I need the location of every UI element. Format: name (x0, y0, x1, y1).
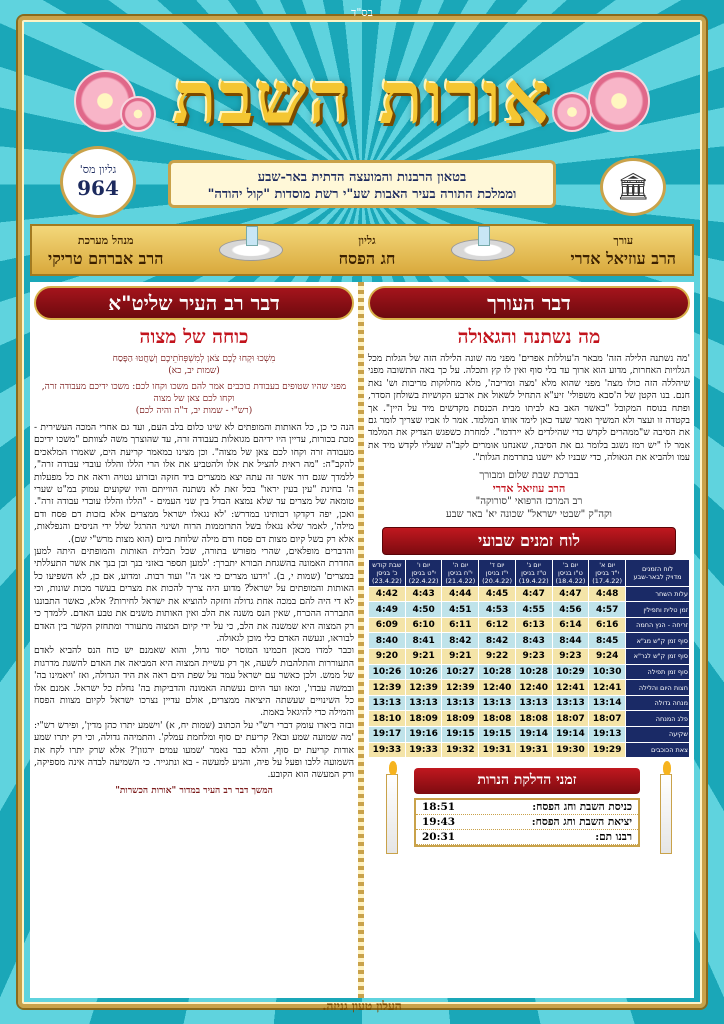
zmanim-corner-header: לוח הזמנים מדויק לבאר-שבע (626, 559, 690, 586)
candle-icon (660, 774, 672, 854)
zmanim-time-cell: 8:42 (479, 633, 516, 649)
zmanim-time-cell: 18:09 (405, 711, 442, 727)
zmanim-row (369, 711, 690, 727)
zmanim-time-cell: 6:16 (589, 617, 626, 633)
zmanim-time-cell: 6:10 (405, 617, 442, 633)
zmanim-row-label: עלות השחר (626, 586, 690, 602)
zmanim-header-row (369, 559, 690, 586)
zmanim-time-cell: 8:44 (552, 633, 589, 649)
zmanim-time-cell: 19:32 (442, 742, 479, 758)
zmanim-time-cell: 13:13 (479, 695, 516, 711)
zmanim-row-label: פלג המנחה (626, 711, 690, 727)
zmanim-time-cell: 12:39 (442, 680, 479, 696)
editor-block (571, 232, 677, 268)
zmanim-time-cell: 10:26 (405, 664, 442, 680)
rabbi-article-part-3: וכבר למדו מכאן חכמינו המוסר יסוד גדול, והוא שאמנם יש כוח הנס להביא לאדם התעוררות והתלהבות לשעה, אך רק עשיית המצוה היא המביאה את האדם להשגת מדרגות של ממש. ולכן כאשר עם ישראל עמד על שפת הים ראה את היד הגדולה, ואז 'ויאמינו בה' ובמשה עבדו', ומאז ועד היום נעשתה האמונה והדביקות בה' נחלת כל ישראל. אמנם אלו כל השינויים שעשתה היציאה ממצרים, אולם עדיין נצרכו ישראל לקיום מצוות הפסח והמילה כדי להיגאל באמת. (34, 645, 354, 719)
issue-badge (60, 146, 136, 218)
rabbi-article-part-2: והדברים מופלאים, שהרי מפורש בתורה, שכל תכלית האותות והמופתים היתה למען החדרת האמונה בהשגחת הבורא יתברך: 'למען תספר באזני בנך ובן בנך את אשר התעללתי במצרים' (שמות י, ב). 'וידעו מצרים כי אני ה'' ועוד רבות. ומדוע, אם כן, לא השפיעו כל האותות והמופתים על ישראל? מדוע היה צריך להכות את מצרים בעשר מכות שונות, וכי לא די היה להם במכה אחת גדולה וחזקה להוציא את ישראל לחירות? אלא, כאשר התבוננו התבררה ההכרח, שאין הנס משנה את הלב ואין האותות משנים את טבע האדם. ללמדך כי רק המצוה היא שמשנה את הלב, כי על ידי קיום המצוה מתעורר ומתחזק הקשר בין האדם לבוראו, ונעשה האדם כלי מוכן לגאולה. (34, 546, 354, 644)
signer-title-1: רב המרכז הרפואי "סורוקה" (475, 495, 583, 507)
zmanim-time-cell: 4:42 (369, 586, 406, 602)
zmanim-time-cell: 19:13 (589, 727, 626, 743)
zmanim-time-cell: 8:42 (442, 633, 479, 649)
zmanim-row (369, 633, 690, 649)
editor-signature (368, 469, 690, 521)
zmanim-time-cell: 18:07 (589, 711, 626, 727)
editor-article-body: 'מה נשתנה הלילה הזה' מבאר ה'עוללות אפרים' מפני מה שונה הלילה הזה של הגלות מכל הגלויות האחרות, מדוע הוא ארוך עד בלי סוף ואין לו קץ ותכלה. על כך באה התשובה מפני שיהללה הזה כולו מצה' מפני שהוא מלא 'מצה ומריבה', מלא מחלוקות מריבות וש' נאת חנם. בנו הקטן של ה'סבא משפולי' זיע"א התחיל לשאול את ארבע הקושיות בשולחן הסדר, ופתח בנוסח המקובל "כאשר האב בא לביתו מבית הכנסת מקדשים מיד על היין". אך בקטדה זו ועצר ולא המשיך ואמר שעד כאן לימד אותו המלמד. אמר לו אביו שצריך לומר גם את הסיבה ש"ממהרים לקדש כדי שהילדים לא יירדמו". למחרת כשפגש הצדיק את המלמד אמר לו "יש רמז נשגב בלומר גם את הסיבה, שאנחנו אומרים לקב"ה שעליו לקדש מיד את עמו ולהביא את הגאולה, כדי שבניו לא יישנו בתרדמת הגלות". (368, 353, 690, 464)
parasha-name: חג הפסח (338, 249, 396, 268)
candle-time-value: 19:43 (422, 816, 456, 829)
zmanim-title: לוח זמנים שבועי (382, 527, 676, 555)
candle-time-value: 18:51 (422, 801, 456, 814)
zmanim-time-cell: 8:40 (369, 633, 406, 649)
zmanim-table (368, 559, 690, 759)
zmanim-time-cell: 13:13 (515, 695, 552, 711)
zmanim-time-cell: 13:13 (442, 695, 479, 711)
zmanim-row-label: סוף זמן ק"ש מג"א (626, 633, 690, 649)
zmanim-row-label: זריחה - הנץ החמה (626, 617, 690, 633)
candle-icon (386, 774, 398, 854)
zmanim-day-header: יום ד' י"ז בניסן (20.4.22) (479, 559, 516, 586)
zmanim-time-cell: 18:10 (369, 711, 406, 727)
candle-time-label: יציאת השבת וחג הפסח: (531, 816, 632, 829)
zmanim-time-cell: 18:07 (552, 711, 589, 727)
rabbi-article-part-1: הנה כי כן, כל האותות והמופתים לא שינו כלום בלב העם, ועד גם אחרי המכה העשירית - מכת בכורות, עדיין היו ידיהם מגואלות בעבודה זרה, עד שהוצרך משה לצוותם "משכו ידיכם מעבודה זרה וקחו לכם צאן של מצוה". וכן מצינו במאמר קריעת הים, שאמרו המלאכים להקב"ה: "מה ראית להציל את אלו ולהטביע את אלו הרי הללו והללו עובדי עבודה זרה", ללמדך שגם דור אשר זה עתה יצא ממצרים ביד חזקה ובזרוע נטויה וראה את כל מפעלות ה' בחינת "עין בעין יראו" בכל זאת לא נשתנה הווייתם והיו שקועים עמוק במ"ט שערי טומאה של מצרים עד שלא נמצא הבדל בין שני העמים - "הללו והללו עובדי עבודה זרה". ואכן, יפה דקדקו רבותינו במדרש: 'לא נגאלו ישראל ממצרים אלא בזכות דם פסח ודם מילה', לאמר שלא נגאלו בשל התרוממות הרוח ושינוי ההרגל שלל ידי הניסים והנפלאות, אלא רק בשל קיום מצות דם פסח ודם מילה שלוחת ביום (הוא מצות מרש"י שם). (34, 422, 354, 545)
zmanim-time-cell: 4:47 (552, 586, 589, 602)
issue-label: גליון מס' (79, 163, 117, 176)
zmanim-time-cell: 19:31 (479, 742, 516, 758)
zmanim-time-cell: 12:41 (589, 680, 626, 696)
zmanim-time-cell: 6:12 (479, 617, 516, 633)
zmanim-row (369, 617, 690, 633)
zmanim-time-cell: 19:14 (552, 727, 589, 743)
rabbi-headline: כוחה של מצוה (139, 326, 249, 348)
zmanim-row (369, 695, 690, 711)
zmanim-row (369, 742, 690, 758)
zmanim-time-cell: 9:24 (589, 649, 626, 665)
zmanim-row-label: צאת הכוכבים (626, 742, 690, 758)
zmanim-day-header: שבת קודש כ' בניסן (23.4.22) (369, 559, 406, 586)
zmanim-time-cell: 12:39 (405, 680, 442, 696)
zmanim-day-header: יום ה' י"ח בניסן (21.4.22) (442, 559, 479, 586)
zmanim-time-cell: 10:28 (479, 664, 516, 680)
editor-headline: מה נשתנה והגאולה (457, 326, 601, 348)
zmanim-day-header: יום א' י"ד בניסן (17.4.22) (589, 559, 626, 586)
zmanim-time-cell: 6:11 (442, 617, 479, 633)
zmanim-time-cell: 12:41 (552, 680, 589, 696)
zmanim-time-cell: 8:43 (515, 633, 552, 649)
zmanim-time-cell: 4:53 (479, 602, 516, 618)
manager-name: הרב אברהם טריקי (48, 249, 164, 268)
zmanim-time-cell: 9:21 (442, 649, 479, 665)
subtitle-banner (168, 160, 556, 208)
zmanim-time-cell: 4:56 (552, 602, 589, 618)
rabbi-article-part-4: ובזה ביארו עומק דברי רש"י על הכתוב (שמות יח, א) 'וישמע יתרו כהן מדין', ופירש רש"י: 'מה שמועה שמע ובא? קריעת ים סוף ומלחמת עמלק'. והתמיהה גדולה, וכי רק יתרו שמע אודות קריעת ים סוף, והלא כבר נאמר 'שמעו עמים ירגזון'? אלא שרק יתרו לקח את השמועה ללבו ופעל על פיה, והגיע למעשה - בא ונתגייר. כי השמיעה לבדה אינה מספיקה, ורק המעשה הוא הקובע. (34, 719, 354, 781)
zmanim-time-cell: 10:26 (369, 664, 406, 680)
manager-label: מנהל מערכת (77, 234, 134, 247)
issue-number: 964 (77, 176, 119, 200)
seder-plate-icon (451, 239, 515, 261)
footer-note: העלון טעון גניזה. (322, 999, 402, 1013)
zmanim-time-cell: 13:13 (369, 695, 406, 711)
zmanim-row-label: סוף זמן ק"ש לגר"א (626, 649, 690, 665)
blessing-text: בברכת שבת שלום ומבורך (479, 469, 579, 481)
zmanim-time-cell: 4:50 (405, 602, 442, 618)
rabbi-column (34, 286, 354, 994)
rashi-reference: (רש"י - שמות יב, ד"ה והיה לכם) (135, 406, 253, 416)
zmanim-row (369, 664, 690, 680)
verse-reference: (שמות יב, כא) (168, 366, 220, 376)
zmanim-time-cell: 19:16 (405, 727, 442, 743)
zmanim-row (369, 586, 690, 602)
zmanim-time-cell: 19:33 (369, 742, 406, 758)
rabbi-section-title: דבר רב העיר שליט"א (34, 286, 354, 320)
candle-time-value: 20:31 (422, 831, 456, 844)
zmanim-time-cell: 6:13 (515, 617, 552, 633)
zmanim-body (369, 586, 690, 758)
zmanim-time-cell: 13:13 (552, 695, 589, 711)
candle-time-label: כניסת השבת וחג הפסח: (532, 801, 632, 814)
signer-title-2: וקה"ק "שבטי ישראל" שכונה יא' באר שבע (446, 508, 612, 520)
zmanim-time-cell: 4:55 (515, 602, 552, 618)
zmanim-time-cell: 4:48 (589, 586, 626, 602)
zmanim-time-cell: 9:23 (515, 649, 552, 665)
zmanim-time-cell: 4:44 (442, 586, 479, 602)
rashi-quote: מפני שהיו שטופים בעבודת כוכבים אמר להם משכו וקחו לכם: משכו ידיכם מעבודה זרה, וקחו לכם צאן של מצוה (41, 382, 347, 404)
seder-plate-icon (219, 239, 283, 261)
zmanim-time-cell: 19:30 (552, 742, 589, 758)
zmanim-time-cell: 19:17 (369, 727, 406, 743)
zmanim-time-cell: 4:47 (515, 586, 552, 602)
candle-title: זמני הדלקת הנרות (414, 768, 640, 794)
zmanim-row-label: סוף זמן תפילה (626, 664, 690, 680)
zmanim-time-cell: 19:29 (589, 742, 626, 758)
editor-column (368, 286, 690, 994)
zmanim-day-header: יום ב' ט"ו בניסן (18.4.22) (552, 559, 589, 586)
zmanim-row-label: חצות היום והלילה (626, 680, 690, 696)
institution-emblem-icon: 🏛 (600, 158, 666, 216)
editor-name: הרב עוזיאל אדרי (570, 249, 676, 268)
zmanim-row (369, 602, 690, 618)
newsletter-title: אורות השבת (172, 55, 552, 140)
subtitle-line-1: בטאון הרבנות והמועצה הדתית באר-שבע (257, 170, 467, 185)
bsd-mark: בס"ד (351, 6, 373, 19)
zmanim-time-cell: 10:29 (552, 664, 589, 680)
zmanim-time-cell: 4:51 (442, 602, 479, 618)
zmanim-time-cell: 9:22 (479, 649, 516, 665)
candle-time-row (416, 815, 638, 830)
signer-name: הרב עוזיאל אדרי (492, 481, 566, 495)
zmanim-time-cell: 4:57 (589, 602, 626, 618)
zmanim-row-label: זמן טלית ותפילין (626, 602, 690, 618)
zmanim-time-cell: 9:20 (369, 649, 406, 665)
zmanim-time-cell: 8:45 (589, 633, 626, 649)
candle-time-row (416, 830, 638, 845)
candle-lighting-section (374, 768, 684, 878)
info-bar (30, 224, 694, 276)
editor-label: עורך (613, 234, 634, 247)
zmanim-time-cell: 10:28 (515, 664, 552, 680)
manager-block (48, 232, 163, 268)
zmanim-row (369, 727, 690, 743)
zmanim-time-cell: 19:14 (515, 727, 552, 743)
zmanim-time-cell: 19:15 (479, 727, 516, 743)
zmanim-time-cell: 10:27 (442, 664, 479, 680)
zmanim-day-header: יום ג' ט"ז בניסן (19.4.22) (515, 559, 552, 586)
zmanim-time-cell: 8:41 (405, 633, 442, 649)
zmanim-row (369, 680, 690, 696)
zmanim-time-cell: 12:40 (479, 680, 516, 696)
zmanim-time-cell: 12:40 (515, 680, 552, 696)
candle-times-box (414, 798, 640, 847)
verse-text: מִשְׁכוּ וּקְחוּ לָכֶם צֹאן לְמִשְׁפְּחֹתֵיכֶם וְשַׁחֲטוּ הַפָּסַח (112, 354, 276, 364)
zmanim-time-cell: 9:21 (405, 649, 442, 665)
zmanim-time-cell: 18:08 (515, 711, 552, 727)
zmanim-time-cell: 19:33 (405, 742, 442, 758)
editor-section-title: דבר העורך (368, 286, 690, 320)
zmanim-time-cell: 12:39 (369, 680, 406, 696)
zmanim-time-cell: 19:15 (442, 727, 479, 743)
zmanim-time-cell: 19:31 (515, 742, 552, 758)
zmanim-row-label: מנחה גדולה (626, 695, 690, 711)
zmanim-time-cell: 18:09 (442, 711, 479, 727)
zmanim-row (369, 649, 690, 665)
parasha-label: גליון (358, 234, 376, 247)
zmanim-time-cell: 4:49 (369, 602, 406, 618)
column-divider (358, 282, 364, 998)
zmanim-time-cell: 4:45 (479, 586, 516, 602)
subtitle-line-2: וממלכת התורה בעיר האבות שע"י רשת מוסדות "קול יהודה" (207, 187, 517, 202)
zmanim-day-header: יום ו' י"ט בניסן (22.4.22) (405, 559, 442, 586)
parasha-block (339, 232, 396, 268)
candle-time-label: רבנו תם: (595, 831, 632, 844)
zmanim-time-cell: 13:14 (589, 695, 626, 711)
zmanim-time-cell: 10:30 (589, 664, 626, 680)
continued-note: המשך דבר רב העיר במדור "אורות הכשרות" (115, 785, 273, 796)
zmanim-time-cell: 6:14 (552, 617, 589, 633)
zmanim-row-label: שקיעה (626, 727, 690, 743)
candle-time-row (416, 800, 638, 815)
zmanim-time-cell: 18:08 (479, 711, 516, 727)
zmanim-time-cell: 6:09 (369, 617, 406, 633)
zmanim-time-cell: 9:23 (552, 649, 589, 665)
zmanim-time-cell: 4:43 (405, 586, 442, 602)
zmanim-time-cell: 13:13 (405, 695, 442, 711)
